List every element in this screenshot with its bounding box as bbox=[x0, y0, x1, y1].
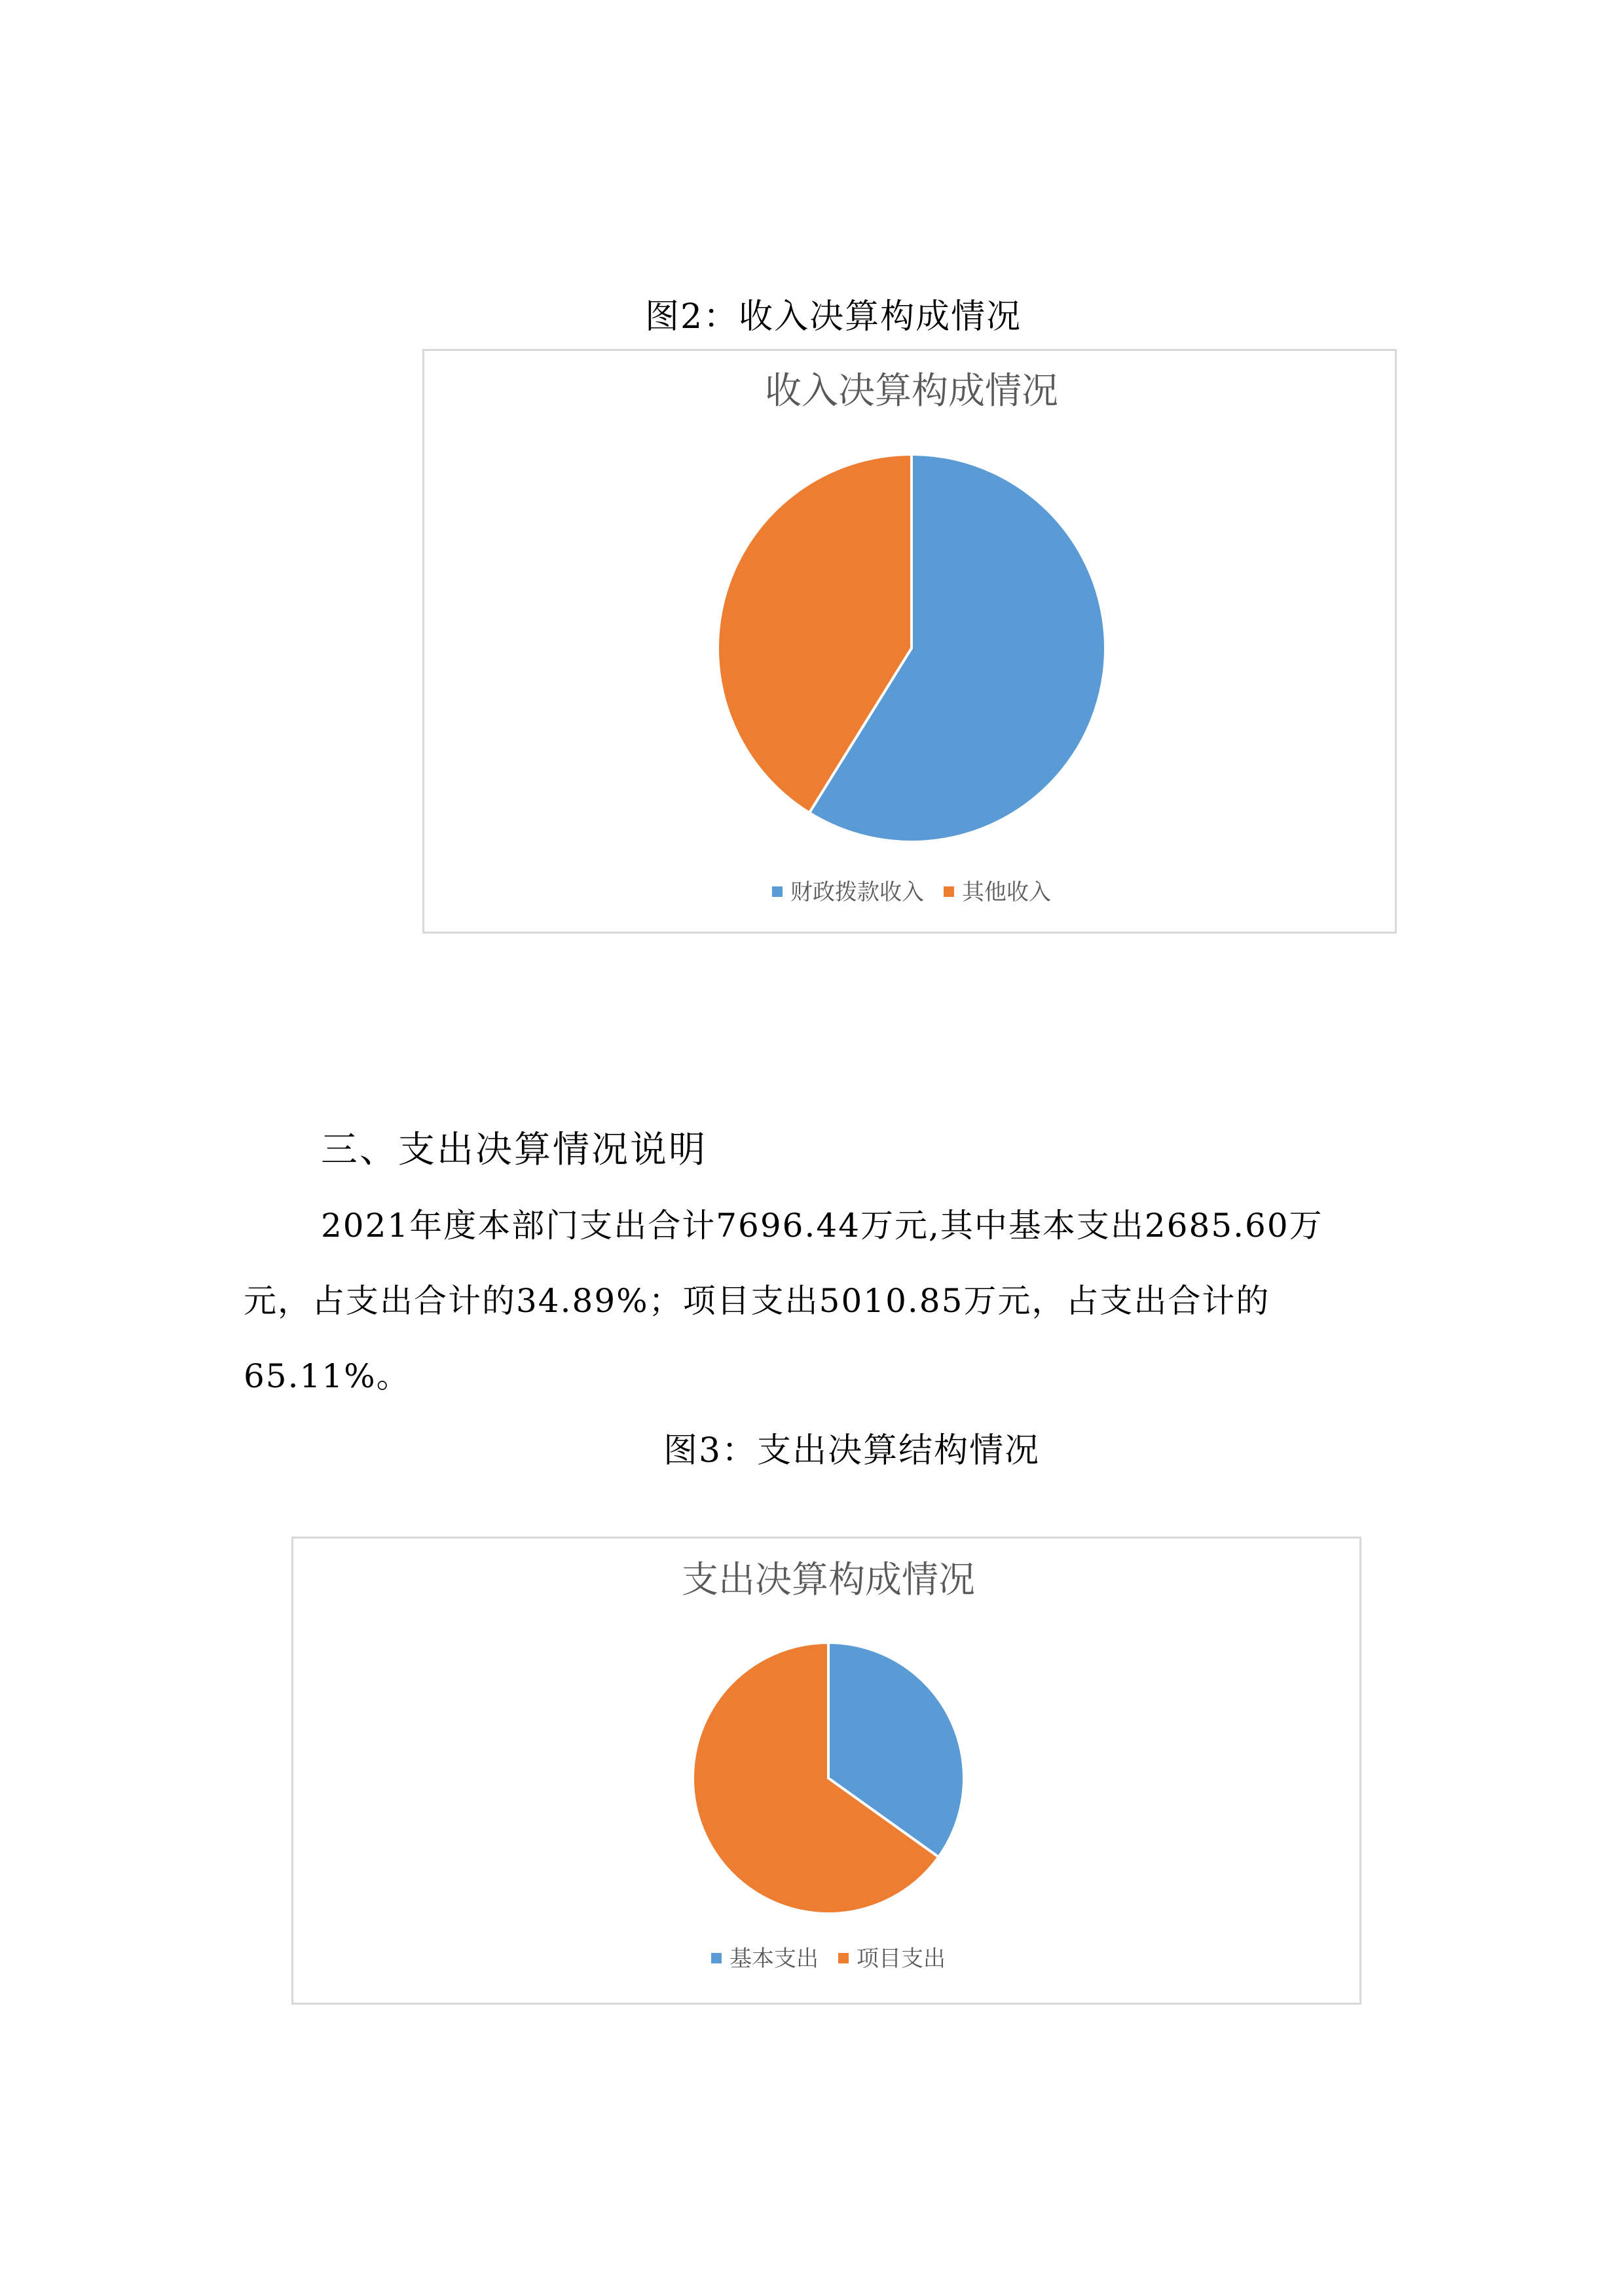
figure-3-caption: 图3：支出决算结构情况 bbox=[663, 1431, 1041, 1470]
chart-title: 支出决算构成情况 bbox=[682, 1559, 975, 1601]
paragraph-line: 2021年度本部门支出合计7696.44万元,其中基本支出2685.60万 bbox=[321, 1207, 1323, 1245]
paragraph-line: 65.11%。 bbox=[244, 1357, 411, 1395]
income-chart bbox=[422, 349, 1397, 934]
legend-marker-2 bbox=[838, 1953, 849, 1963]
expenditure-chart bbox=[291, 1537, 1361, 2005]
income-pie-chart bbox=[424, 351, 1399, 936]
legend-label-1: 财政拨款收入 bbox=[790, 879, 924, 905]
legend-label-1: 基本支出 bbox=[729, 1946, 819, 1972]
legend-marker-2 bbox=[944, 886, 954, 897]
chart-title: 收入决算构成情况 bbox=[765, 370, 1058, 412]
section-heading: 三、支出决算情况说明 bbox=[321, 1129, 707, 1171]
figure-2-caption: 图2：收入决算构成情况 bbox=[645, 297, 1022, 337]
legend-marker-1 bbox=[711, 1953, 722, 1963]
expenditure-pie-chart bbox=[293, 1539, 1363, 2007]
paragraph-line: 元，占支出合计的34.89%；项目支出5010.85万元，占支出合计的 bbox=[244, 1282, 1270, 1320]
legend-label-2: 项目支出 bbox=[857, 1946, 946, 1972]
legend-marker-1 bbox=[772, 886, 783, 897]
legend-label-2: 其他收入 bbox=[962, 879, 1051, 905]
